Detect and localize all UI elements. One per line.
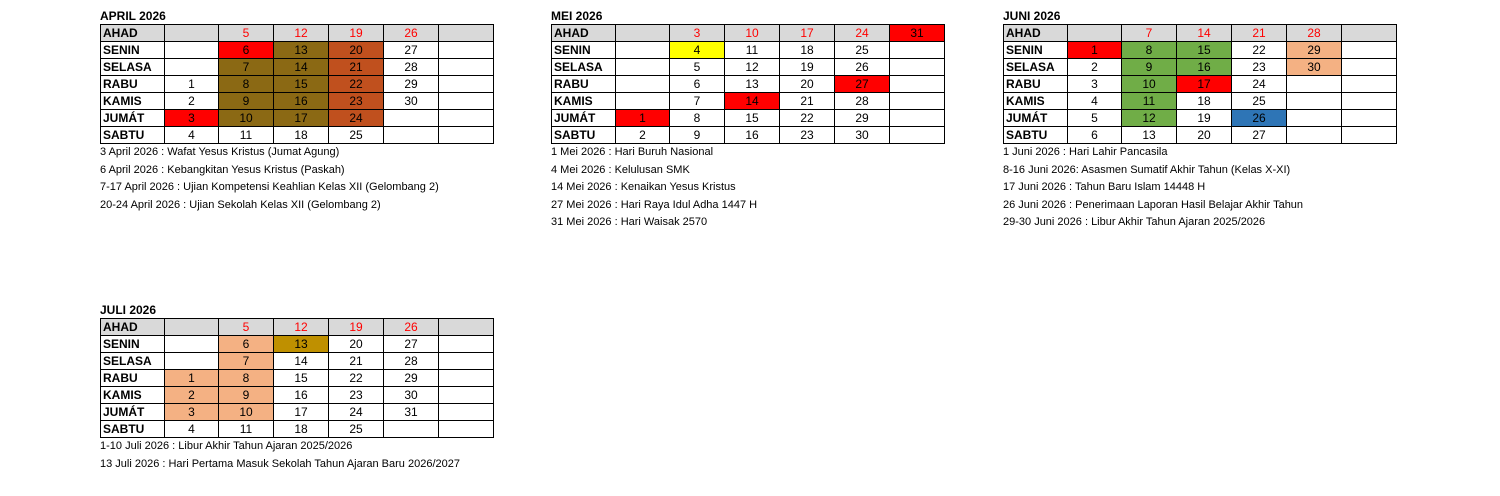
week-row bbox=[101, 319, 494, 336]
day-label: KAMIS bbox=[1004, 93, 1068, 110]
note-item: 6 April 2026 : Kebangkitan Yesus Kristus (Paskah) bbox=[100, 163, 345, 176]
day-label: RABU bbox=[101, 76, 165, 93]
date-cell: 13 bbox=[274, 336, 329, 353]
week-row bbox=[101, 336, 494, 353]
date-cell bbox=[439, 404, 494, 421]
week-row bbox=[552, 110, 945, 127]
date-cell: 3 bbox=[165, 404, 219, 421]
date-cell: 16 bbox=[725, 127, 780, 144]
calendar-grid bbox=[100, 318, 494, 438]
week-row bbox=[101, 421, 494, 438]
date-cell: 10 bbox=[219, 404, 274, 421]
date-cell bbox=[890, 110, 945, 127]
date-cell: 3 bbox=[165, 110, 219, 127]
month-title: JUNI 2026 bbox=[1003, 9, 1061, 23]
date-cell: 7 bbox=[219, 353, 274, 370]
date-cell: 11 bbox=[219, 421, 274, 438]
date-cell: 24 bbox=[329, 404, 384, 421]
date-cell: 24 bbox=[835, 25, 890, 42]
date-cell: 7 bbox=[1122, 25, 1177, 42]
date-cell: 1 bbox=[1068, 42, 1122, 59]
date-cell bbox=[165, 319, 219, 336]
day-label: SELASA bbox=[552, 59, 616, 76]
date-cell: 9 bbox=[219, 93, 274, 110]
date-cell: 25 bbox=[329, 127, 384, 144]
note-item: 4 Mei 2026 : Kelulusan SMK bbox=[551, 163, 690, 176]
date-cell bbox=[439, 421, 494, 438]
date-cell: 11 bbox=[725, 42, 780, 59]
week-row bbox=[101, 110, 494, 127]
month-april bbox=[100, 9, 494, 214]
date-cell: 30 bbox=[384, 387, 439, 404]
date-cell bbox=[1287, 93, 1342, 110]
week-row bbox=[552, 42, 945, 59]
date-cell: 22 bbox=[780, 110, 835, 127]
month-mei bbox=[551, 9, 945, 232]
note-item: 31 Mei 2026 : Hari Waisak 2570 bbox=[551, 216, 708, 228]
day-label: KAMIS bbox=[101, 387, 165, 404]
week-row bbox=[1004, 25, 1397, 42]
date-cell: 14 bbox=[274, 353, 329, 370]
date-cell: 27 bbox=[1232, 127, 1287, 144]
date-cell: 14 bbox=[274, 59, 329, 76]
note-item: 3 April 2026 : Wafat Yesus Kristus (Jumat Agung) bbox=[100, 146, 340, 158]
date-cell: 4 bbox=[165, 421, 219, 438]
date-cell: 4 bbox=[1068, 93, 1122, 110]
date-cell: 26 bbox=[1232, 110, 1287, 127]
day-label: SELASA bbox=[1004, 59, 1068, 76]
day-label: RABU bbox=[1004, 76, 1068, 93]
date-cell: 12 bbox=[725, 59, 780, 76]
date-cell: 3 bbox=[670, 25, 725, 42]
date-cell: 29 bbox=[384, 76, 439, 93]
day-label: SENIN bbox=[101, 42, 165, 59]
date-cell bbox=[1342, 127, 1397, 144]
date-cell bbox=[1342, 93, 1397, 110]
day-label: SELASA bbox=[101, 353, 165, 370]
calendar-grid bbox=[100, 24, 494, 144]
date-cell: 20 bbox=[329, 336, 384, 353]
date-cell bbox=[1342, 59, 1397, 76]
date-cell bbox=[439, 370, 494, 387]
date-cell: 19 bbox=[329, 319, 384, 336]
date-cell: 31 bbox=[384, 404, 439, 421]
date-cell bbox=[165, 25, 219, 42]
date-cell bbox=[616, 76, 670, 93]
date-cell bbox=[439, 127, 494, 144]
month-title: MEI 2026 bbox=[551, 9, 603, 23]
date-cell: 24 bbox=[329, 110, 384, 127]
date-cell: 29 bbox=[1287, 42, 1342, 59]
note-item: 7-17 April 2026 : Ujian Kompetensi Keahlian Kelas XII (Gelombang 2) bbox=[100, 181, 439, 193]
note-item: 20-24 April 2026 : Ujian Sekolah Kelas XII (Gelombang 2) bbox=[100, 198, 381, 211]
date-cell bbox=[439, 25, 494, 42]
date-cell: 5 bbox=[670, 59, 725, 76]
date-cell: 26 bbox=[835, 59, 890, 76]
date-cell bbox=[439, 319, 494, 336]
date-cell: 25 bbox=[1232, 93, 1287, 110]
date-cell: 19 bbox=[329, 25, 384, 42]
date-cell: 6 bbox=[670, 76, 725, 93]
date-cell bbox=[890, 42, 945, 59]
month-title: APRIL 2026 bbox=[100, 9, 166, 23]
week-row bbox=[101, 387, 494, 404]
week-row bbox=[552, 76, 945, 93]
date-cell bbox=[165, 336, 219, 353]
date-cell: 12 bbox=[1122, 110, 1177, 127]
day-label: SABTU bbox=[101, 421, 165, 438]
date-cell: 12 bbox=[274, 25, 329, 42]
calendar-grid bbox=[1003, 24, 1397, 144]
date-cell: 16 bbox=[274, 93, 329, 110]
date-cell: 14 bbox=[725, 93, 780, 110]
day-label: SENIN bbox=[552, 42, 616, 59]
date-cell: 4 bbox=[165, 127, 219, 144]
date-cell: 15 bbox=[274, 370, 329, 387]
date-cell: 10 bbox=[1122, 76, 1177, 93]
date-cell: 19 bbox=[780, 59, 835, 76]
date-cell: 18 bbox=[274, 421, 329, 438]
date-cell: 1 bbox=[616, 110, 670, 127]
date-cell: 28 bbox=[835, 93, 890, 110]
date-cell: 3 bbox=[1068, 76, 1122, 93]
date-cell: 10 bbox=[219, 110, 274, 127]
date-cell bbox=[439, 59, 494, 76]
date-cell bbox=[1342, 25, 1397, 42]
week-row bbox=[1004, 59, 1397, 76]
date-cell bbox=[439, 353, 494, 370]
date-cell: 26 bbox=[384, 25, 439, 42]
day-label: JUMÁT bbox=[552, 110, 616, 127]
date-cell bbox=[439, 336, 494, 353]
note-item: 13 Juli 2026 : Hari Pertama Masuk Sekolah Tahun Ajaran Baru 2026/2027 bbox=[100, 457, 460, 470]
date-cell bbox=[1342, 42, 1397, 59]
date-cell: 6 bbox=[219, 42, 274, 59]
date-cell: 8 bbox=[219, 76, 274, 93]
week-row bbox=[1004, 76, 1397, 93]
date-cell: 22 bbox=[1232, 42, 1287, 59]
day-label: SABTU bbox=[101, 127, 165, 144]
date-cell: 1 bbox=[165, 76, 219, 93]
date-cell: 2 bbox=[165, 387, 219, 404]
day-label: SABTU bbox=[552, 127, 616, 144]
day-label: AHAD bbox=[1004, 25, 1068, 42]
note-item: 17 Juni 2026 : Tahun Baru Islam 14448 H bbox=[1003, 181, 1206, 193]
note-item: 1 Juni 2026 : Hari Lahir Pancasila bbox=[1003, 146, 1168, 158]
date-cell: 25 bbox=[835, 42, 890, 59]
date-cell: 18 bbox=[1177, 93, 1232, 110]
date-cell: 17 bbox=[1177, 76, 1232, 93]
day-label: JUMÁT bbox=[101, 110, 165, 127]
month-title: JULI 2026 bbox=[100, 303, 157, 317]
date-cell bbox=[890, 59, 945, 76]
week-row bbox=[101, 59, 494, 76]
note-item: 14 Mei 2026 : Kenaikan Yesus Kristus bbox=[551, 181, 736, 193]
date-cell: 18 bbox=[274, 127, 329, 144]
date-cell: 29 bbox=[384, 370, 439, 387]
date-cell bbox=[616, 25, 670, 42]
date-cell: 31 bbox=[890, 25, 945, 42]
date-cell bbox=[439, 42, 494, 59]
date-cell bbox=[165, 59, 219, 76]
date-cell: 8 bbox=[1122, 42, 1177, 59]
date-cell: 21 bbox=[329, 353, 384, 370]
date-cell: 9 bbox=[219, 387, 274, 404]
date-cell: 20 bbox=[1177, 127, 1232, 144]
month-juli bbox=[100, 303, 494, 473]
date-cell: 13 bbox=[274, 42, 329, 59]
day-label: SELASA bbox=[101, 59, 165, 76]
date-cell: 23 bbox=[329, 387, 384, 404]
date-cell: 5 bbox=[219, 25, 274, 42]
date-cell bbox=[165, 42, 219, 59]
date-cell bbox=[616, 59, 670, 76]
week-row bbox=[1004, 127, 1397, 144]
date-cell: 28 bbox=[1287, 25, 1342, 42]
week-row bbox=[101, 25, 494, 42]
date-cell: 29 bbox=[835, 110, 890, 127]
date-cell: 13 bbox=[1122, 127, 1177, 144]
day-label: KAMIS bbox=[552, 93, 616, 110]
date-cell bbox=[616, 93, 670, 110]
date-cell: 30 bbox=[384, 93, 439, 110]
date-cell bbox=[1287, 110, 1342, 127]
date-cell: 7 bbox=[219, 59, 274, 76]
calendar-grid bbox=[551, 24, 945, 144]
week-row bbox=[101, 370, 494, 387]
date-cell: 17 bbox=[274, 110, 329, 127]
date-cell: 21 bbox=[329, 59, 384, 76]
date-cell: 26 bbox=[384, 319, 439, 336]
day-label: SENIN bbox=[101, 336, 165, 353]
date-cell: 17 bbox=[274, 404, 329, 421]
note-item: 26 Juni 2026 : Penerimaan Laporan Hasil Belajar Akhir Tahun bbox=[1003, 198, 1304, 211]
week-row bbox=[552, 25, 945, 42]
note-item: 1-10 Juli 2026 : Libur Akhir Tahun Ajaran 2025/2026 bbox=[100, 440, 353, 452]
date-cell bbox=[439, 93, 494, 110]
date-cell bbox=[890, 127, 945, 144]
date-cell: 8 bbox=[670, 110, 725, 127]
date-cell bbox=[1342, 76, 1397, 93]
date-cell: 23 bbox=[780, 127, 835, 144]
date-cell bbox=[1287, 127, 1342, 144]
date-cell: 27 bbox=[835, 76, 890, 93]
date-cell bbox=[384, 110, 439, 127]
day-label: KAMIS bbox=[101, 93, 165, 110]
date-cell: 5 bbox=[1068, 110, 1122, 127]
week-row bbox=[101, 127, 494, 144]
notes-list bbox=[100, 438, 494, 473]
date-cell: 14 bbox=[1177, 25, 1232, 42]
date-cell: 27 bbox=[384, 336, 439, 353]
date-cell: 20 bbox=[780, 76, 835, 93]
day-label: SENIN bbox=[1004, 42, 1068, 59]
date-cell: 16 bbox=[1177, 59, 1232, 76]
date-cell: 24 bbox=[1232, 76, 1287, 93]
date-cell: 18 bbox=[780, 42, 835, 59]
date-cell bbox=[890, 93, 945, 110]
date-cell: 19 bbox=[1177, 110, 1232, 127]
date-cell bbox=[616, 42, 670, 59]
date-cell bbox=[439, 110, 494, 127]
note-item: 8-16 Juni 2026: Asasmen Sumatif Akhir Tahun (Kelas X-XI) bbox=[1003, 163, 1291, 176]
date-cell: 15 bbox=[725, 110, 780, 127]
date-cell: 2 bbox=[165, 93, 219, 110]
week-row bbox=[1004, 42, 1397, 59]
date-cell: 12 bbox=[274, 319, 329, 336]
date-cell: 28 bbox=[384, 353, 439, 370]
day-label: JUMÁT bbox=[1004, 110, 1068, 127]
week-row bbox=[1004, 93, 1397, 110]
date-cell: 16 bbox=[274, 387, 329, 404]
date-cell: 6 bbox=[219, 336, 274, 353]
week-row bbox=[101, 93, 494, 110]
date-cell: 15 bbox=[274, 76, 329, 93]
date-cell bbox=[1287, 76, 1342, 93]
day-label: JUMÁT bbox=[101, 404, 165, 421]
date-cell bbox=[165, 353, 219, 370]
day-label: RABU bbox=[552, 76, 616, 93]
date-cell bbox=[1342, 110, 1397, 127]
date-cell: 2 bbox=[1068, 59, 1122, 76]
date-cell bbox=[439, 387, 494, 404]
day-label: AHAD bbox=[101, 25, 165, 42]
date-cell: 22 bbox=[329, 76, 384, 93]
week-row bbox=[101, 353, 494, 370]
week-row bbox=[101, 404, 494, 421]
day-label: AHAD bbox=[101, 319, 165, 336]
notes-list bbox=[551, 144, 945, 232]
date-cell: 4 bbox=[670, 42, 725, 59]
notes-list bbox=[1003, 144, 1397, 232]
date-cell: 20 bbox=[329, 42, 384, 59]
date-cell: 17 bbox=[780, 25, 835, 42]
day-label: SABTU bbox=[1004, 127, 1068, 144]
date-cell: 30 bbox=[1287, 59, 1342, 76]
date-cell: 10 bbox=[725, 25, 780, 42]
note-item: 29-30 Juni 2026 : Libur Akhir Tahun Ajaran 2025/2026 bbox=[1003, 216, 1266, 228]
date-cell bbox=[890, 76, 945, 93]
date-cell bbox=[384, 127, 439, 144]
date-cell: 9 bbox=[1122, 59, 1177, 76]
date-cell: 21 bbox=[780, 93, 835, 110]
date-cell: 27 bbox=[384, 42, 439, 59]
date-cell: 11 bbox=[219, 127, 274, 144]
date-cell: 7 bbox=[670, 93, 725, 110]
date-cell: 28 bbox=[384, 59, 439, 76]
date-cell: 23 bbox=[329, 93, 384, 110]
date-cell: 30 bbox=[835, 127, 890, 144]
date-cell: 22 bbox=[329, 370, 384, 387]
note-item: 27 Mei 2026 : Hari Raya Idul Adha 1447 H bbox=[551, 198, 758, 211]
week-row bbox=[552, 127, 945, 144]
week-row bbox=[1004, 110, 1397, 127]
week-row bbox=[101, 42, 494, 59]
date-cell: 23 bbox=[1232, 59, 1287, 76]
week-row bbox=[552, 59, 945, 76]
date-cell: 15 bbox=[1177, 42, 1232, 59]
date-cell: 11 bbox=[1122, 93, 1177, 110]
date-cell: 5 bbox=[219, 319, 274, 336]
date-cell: 8 bbox=[219, 370, 274, 387]
week-row bbox=[101, 76, 494, 93]
day-label: RABU bbox=[101, 370, 165, 387]
date-cell: 21 bbox=[1232, 25, 1287, 42]
date-cell: 13 bbox=[725, 76, 780, 93]
date-cell: 6 bbox=[1068, 127, 1122, 144]
notes-list bbox=[100, 144, 494, 214]
date-cell bbox=[1068, 25, 1122, 42]
date-cell bbox=[439, 76, 494, 93]
week-row bbox=[552, 93, 945, 110]
month-juni bbox=[1003, 9, 1397, 232]
date-cell: 9 bbox=[670, 127, 725, 144]
date-cell: 25 bbox=[329, 421, 384, 438]
date-cell: 1 bbox=[165, 370, 219, 387]
date-cell bbox=[384, 421, 439, 438]
note-item: 1 Mei 2026 : Hari Buruh Nasional bbox=[551, 146, 714, 158]
date-cell: 2 bbox=[616, 127, 670, 144]
day-label: AHAD bbox=[552, 25, 616, 42]
